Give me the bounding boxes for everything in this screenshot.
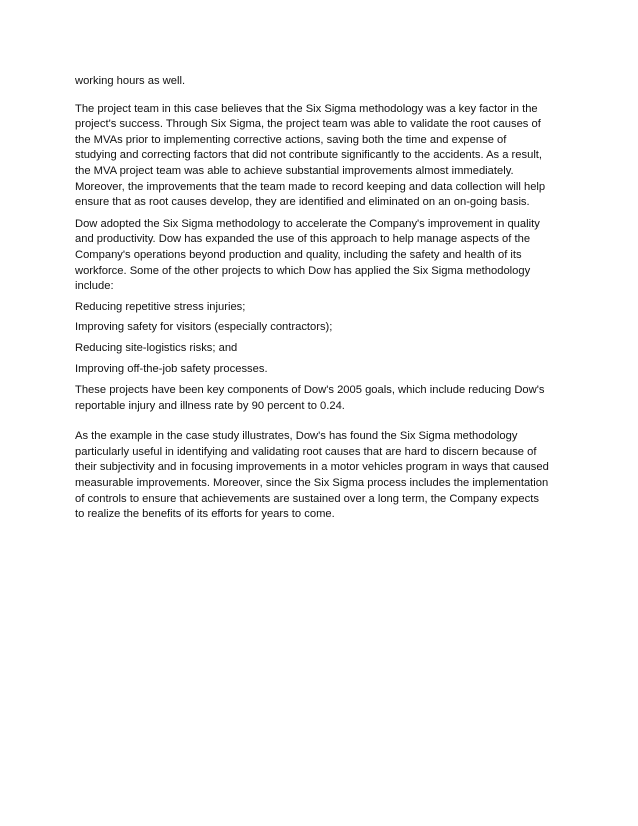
paragraph-dow-adopted: Dow adopted the Six Sigma methodology to accelerate the Company's improvement in quality and productivity. Dow has expanded the use of this approach to help manage aspects of the Company's operations beyond production and quality, including the safety and health of its workforce. Some of the other projects to which Dow has applied the Six Sigma methodology include:: [75, 217, 540, 293]
paragraph-intro-fragment: working hours as well.: [75, 75, 186, 87]
paragraph-project-team: The project team in this case believes that the Six Sigma methodology was a key factor in the project's success. Through Six Sigma, the project team was able to validate the root causes of the MVAs prior to implementing corrective actions, saving both the time and expense of studying and correcting factors that did not contribute significantly to the accidents. As a result, the MVA project team was able to achieve substantial improvements almost immediately. Moreover, the improvements that the team made to record keeping and data collection will help ensure that as root causes develop, they are identified and eliminated on an on-going basis.: [75, 102, 546, 209]
list-item: Reducing site-logistics risks; and: [75, 341, 238, 354]
list-item: Reducing repetitive stress injuries;: [75, 300, 246, 313]
list-item: Improving off-the-job safety processes.: [75, 362, 268, 375]
paragraph-goals: These projects have been key components of Dow's 2005 goals, which include reducing Dow's reportable injury and illness rate by 90 percent to 0.24.: [75, 384, 545, 412]
document-page: [75, 74, 567, 523]
list-item: Improving safety for visitors (especially contractors);: [75, 321, 333, 334]
paragraph-conclusion: As the example in the case study illustrates, Dow's has found the Six Sigma methodology particularly useful in identifying and validating root causes that are hard to discern because of their subjectivity and in focusing improvements in a motor vehicles program in ways that caused measurable improvements. Moreover, since the Six Sigma process includes the implementation of controls to ensure that achievements are sustained over a long term, the Company expects to realize the benefits of its efforts for years to come.: [75, 430, 549, 521]
